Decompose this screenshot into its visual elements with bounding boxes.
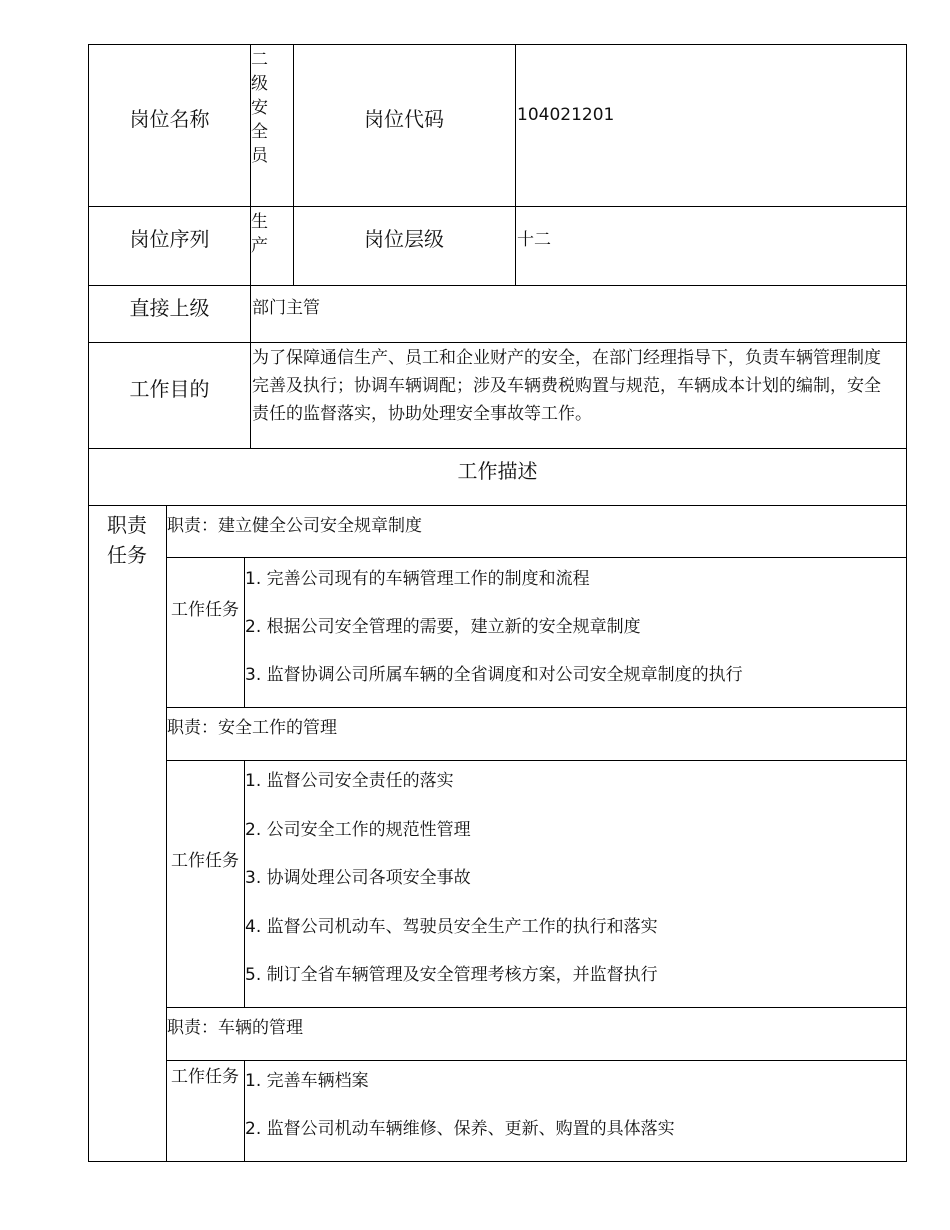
purpose-label: 工作目的	[129, 377, 210, 401]
position-code-value: 104021201	[517, 105, 615, 125]
table-rule	[166, 707, 907, 708]
task-label: 工作任务	[171, 600, 239, 620]
duty-title: 职责：建立健全公司安全规章制度	[167, 516, 422, 536]
position-series-value: 生产	[251, 212, 268, 256]
task-item: 1. 完善车辆档案	[245, 1071, 369, 1091]
table-rule	[88, 448, 907, 449]
table-rule	[166, 760, 907, 761]
task-item: 2. 根据公司安全管理的需要，建立新的安全规章制度	[245, 617, 641, 637]
table-rule	[88, 342, 907, 343]
task-item: 4. 监督公司机动车、驾驶员安全生产工作的执行和落实	[245, 917, 658, 937]
task-item: 2. 公司安全工作的规范性管理	[245, 820, 471, 840]
duty-title: 职责：车辆的管理	[167, 1018, 303, 1038]
duty-title: 职责：安全工作的管理	[167, 718, 337, 738]
purpose-value: 为了保障通信生产、员工和企业财产的安全，在部门经理指导下，负责车辆管理制度完善及执行；协调车辆调配；涉及车辆费税购置与规范，车辆成本计划的编制，安全责任的监督落实，协助处理安全事故等工作。	[252, 348, 881, 424]
task-label: 工作任务	[171, 851, 239, 871]
position-name-label: 岗位名称	[129, 107, 210, 131]
task-item: 2. 监督公司机动车辆维修、保养、更新、购置的具体落实	[245, 1119, 675, 1139]
table-rule	[88, 44, 89, 1162]
position-name-value: 二级安全员	[251, 50, 268, 166]
table-rule	[166, 1060, 907, 1061]
superior-value: 部门主管	[252, 298, 320, 318]
position-code-label: 岗位代码	[364, 107, 444, 131]
task-item: 3. 协调处理公司各项安全事故	[245, 868, 471, 888]
table-rule	[166, 557, 907, 558]
superior-label: 直接上级	[129, 296, 210, 320]
position-level-label: 岗位层级	[364, 227, 444, 251]
task-item: 1. 监督公司安全责任的落实	[245, 771, 454, 791]
position-level-value: 十二	[517, 230, 551, 250]
table-rule	[88, 206, 907, 207]
table-rule	[166, 505, 167, 1162]
table-rule	[88, 505, 907, 506]
task-item: 1. 完善公司现有的车辆管理工作的制度和流程	[245, 569, 590, 589]
task-item: 3. 监督协调公司所属车辆的全省调度和对公司安全规章制度的执行	[245, 665, 743, 685]
table-rule	[515, 44, 516, 286]
table-rule	[906, 44, 907, 1162]
table-rule	[88, 285, 907, 286]
table-rule	[88, 44, 907, 45]
task-label: 工作任务	[171, 1067, 239, 1087]
table-rule	[166, 1007, 907, 1008]
table-rule	[88, 1161, 907, 1162]
description-title: 工作描述	[457, 459, 538, 483]
position-series-label: 岗位序列	[129, 227, 210, 251]
task-item: 5. 制订全省车辆管理及安全管理考核方案，并监督执行	[245, 965, 658, 985]
duties-label: 职责任务	[107, 513, 147, 567]
